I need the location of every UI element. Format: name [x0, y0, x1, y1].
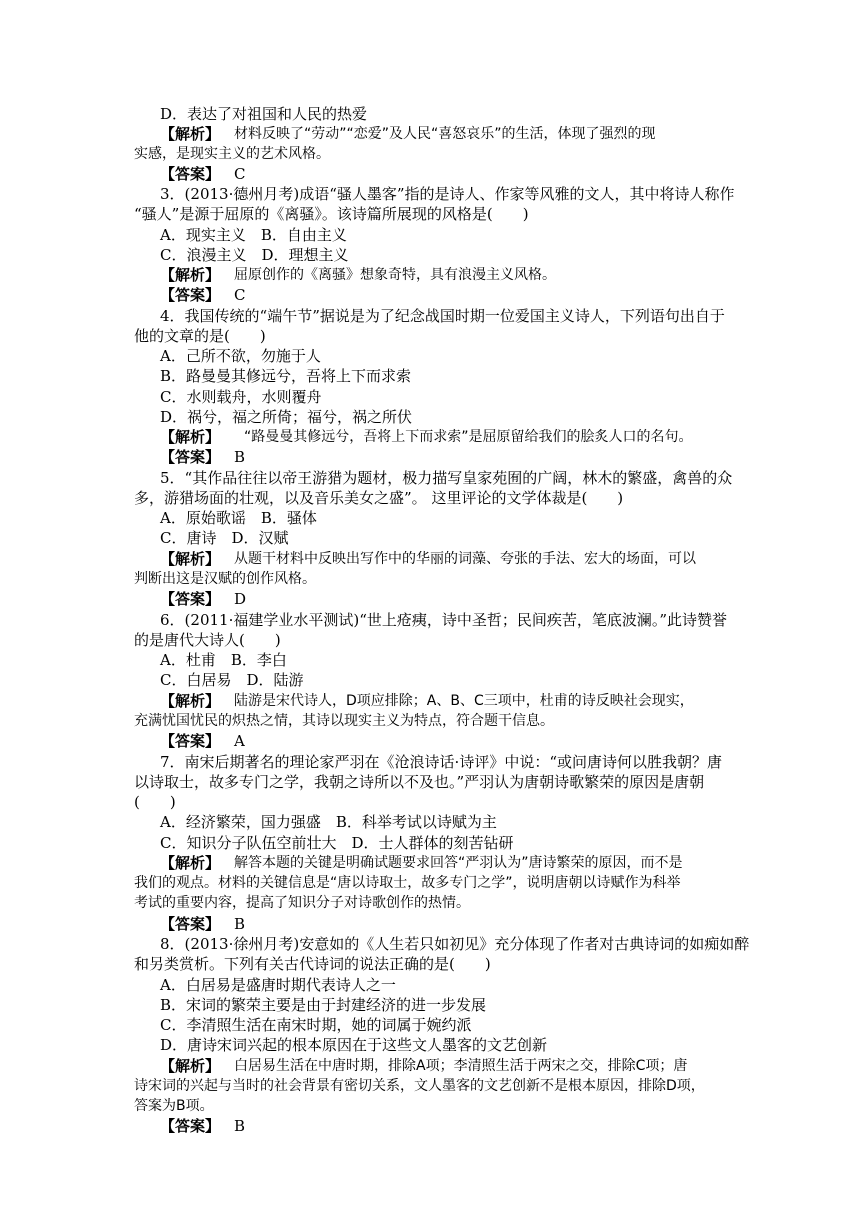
answer-value: C: [234, 286, 246, 304]
analysis-text: 材料反映了“劳动”“恋爱”及人民“喜怒哀乐”的生活，体现了强烈的现: [234, 126, 656, 142]
question-text: 4．我国传统的“端午节”据说是为了纪念战国时期一位爱国主义诗人，下列语句出自于: [160, 307, 725, 325]
question-text: 的是唐代大诗人( ): [134, 631, 281, 649]
analysis-label: 【解析】: [160, 692, 221, 710]
option-d: D．唐诗宋词兴起的根本原因在于这些文人墨客的文艺创新: [160, 1036, 548, 1054]
analysis-label: 【解析】: [160, 854, 221, 872]
question-text: 3．(2013·德州月考)成语“骚人墨客”指的是诗人、作家等风雅的文人，其中将诗人称作: [160, 185, 735, 203]
question-text: 8．(2013·徐州月考)安意如的《人生若只如初见》充分体现了作者对古典诗词的如痴如醉: [160, 935, 750, 953]
options-ab: A．经济繁荣，国力强盛 B．科举考试以诗赋为主: [160, 813, 497, 831]
analysis-text: 诗宋词的兴起与当时的社会背景有密切关系，文人墨客的文艺创新不是根本原因，排除D项，: [134, 1078, 705, 1094]
answer-label: 【答案】: [160, 286, 221, 304]
answer-value: B: [234, 448, 246, 466]
answer-label: 【答案】: [160, 590, 221, 608]
analysis-text: 白居易生活在中唐时期，排除A项；李清照生活于两宋之交，排除C项；唐: [234, 1058, 688, 1074]
analysis-text: 从题干材料中反映出写作中的华丽的词藻、夸张的手法、宏大的场面，可以: [234, 551, 696, 567]
analysis-text: “路曼曼其修远兮，吾将上下而求索”是屈原留给我们的脍炙人口的名句。: [244, 429, 693, 445]
analysis-label: 【解析】: [160, 550, 221, 568]
options-cd: C．知识分子队伍空前壮大 D．士人群体的刻苦钻研: [160, 834, 514, 852]
analysis-text: 判断出这是汉赋的创作风格。: [134, 571, 316, 587]
question-text: 多，游猎场面的壮观，以及音乐美女之盛”。 这里评论的文学体裁是( ): [134, 489, 624, 507]
analysis-text: 实感，是现实主义的艺术风格。: [134, 146, 330, 162]
analysis-label: 【解析】: [160, 1057, 221, 1075]
option-b: B．宋词的繁荣主要是由于封建经济的进一步发展: [160, 996, 487, 1014]
option-d: D．祸兮，福之所倚；福兮，祸之所伏: [160, 408, 413, 426]
answer-label: 【答案】: [160, 448, 221, 466]
analysis-text: 屈原创作的《离骚》想象奇特，具有浪漫主义风格。: [234, 267, 556, 283]
answer-value: B: [234, 1117, 246, 1135]
analysis-text: 解答本题的关键是明确试题要求回答“严羽认为”唐诗繁荣的原因，而不是: [234, 855, 683, 871]
option-a: A．白居易是盛唐时期代表诗人之一: [160, 976, 396, 994]
options-cd: C．浪漫主义 D．理想主义: [160, 246, 349, 264]
analysis-label: 【解析】: [160, 266, 221, 284]
analysis-label: 【解析】: [160, 125, 221, 143]
option-c: C．李清照生活在南宋时期，她的词属于婉约派: [160, 1016, 472, 1034]
option-d: D．表达了对祖国和人民的热爱: [160, 105, 368, 123]
options-cd: C．唐诗 D．汉赋: [160, 529, 289, 547]
question-text: 5．“其作品往往以帝王游猎为题材，极力描写皇家苑囿的广阔，林木的繁盛，禽兽的众: [160, 469, 733, 487]
option-b: B．路曼曼其修远兮，吾将上下而求索: [160, 367, 412, 385]
analysis-text: 陆游是宋代诗人，D项应排除；A、B、C三项中，杜甫的诗反映社会现实，: [234, 693, 694, 709]
answer-label: 【答案】: [160, 165, 221, 183]
answer-value: D: [234, 590, 247, 608]
answer-label: 【答案】: [160, 915, 221, 933]
answer-value: B: [234, 915, 246, 933]
answer-label: 【答案】: [160, 1117, 221, 1135]
question-text: “骚人”是源于屈原的《离骚》。该诗篇所展现的风格是( ): [134, 205, 529, 223]
analysis-text: 充满忧国忧民的炽热之情，其诗以现实主义为特点，符合题干信息。: [134, 713, 554, 729]
question-text: 他的文章的是( ): [134, 327, 266, 345]
analysis-text: 我们的观点。材料的关键信息是“唐以诗取士，故多专门之学”，说明唐朝以诗赋作为科举: [134, 875, 681, 891]
options-cd: C．白居易 D．陆游: [160, 671, 304, 689]
question-text: 以诗取士，故多专门之学，我朝之诗所以不及也。”严羽认为唐朝诗歌繁荣的原因是唐朝: [134, 773, 705, 791]
question-text: 6．(2011·福建学业水平测试)“世上疮痍，诗中圣哲；民间疾苦，笔底波澜。”此诗赞誉: [160, 611, 728, 629]
answer-value: C: [234, 165, 246, 183]
options-ab: A．现实主义 B．自由主义: [160, 226, 347, 244]
question-text: 7．南宋后期著名的理论家严羽在《沧浪诗话·诗评》中说：“或问唐诗何以胜我朝？唐: [160, 753, 722, 771]
option-a: A．己所不欲，勿施于人: [160, 347, 321, 365]
analysis-text: 考试的重要内容，提高了知识分子对诗歌创作的热情。: [134, 895, 470, 911]
answer-label: 【答案】: [160, 732, 221, 750]
question-text: ( ): [134, 793, 176, 811]
options-ab: A．原始歌谣 B．骚体: [160, 509, 317, 527]
answer-value: A: [234, 732, 245, 750]
analysis-label: 【解析】: [160, 428, 221, 446]
analysis-text: 答案为B项。: [134, 1098, 214, 1114]
options-ab: A．杜甫 B．李白: [160, 651, 287, 669]
option-c: C．水则载舟，水则覆舟: [160, 388, 322, 406]
question-text: 和另类赏析。下列有关古代诗词的说法正确的是( ): [134, 955, 491, 973]
